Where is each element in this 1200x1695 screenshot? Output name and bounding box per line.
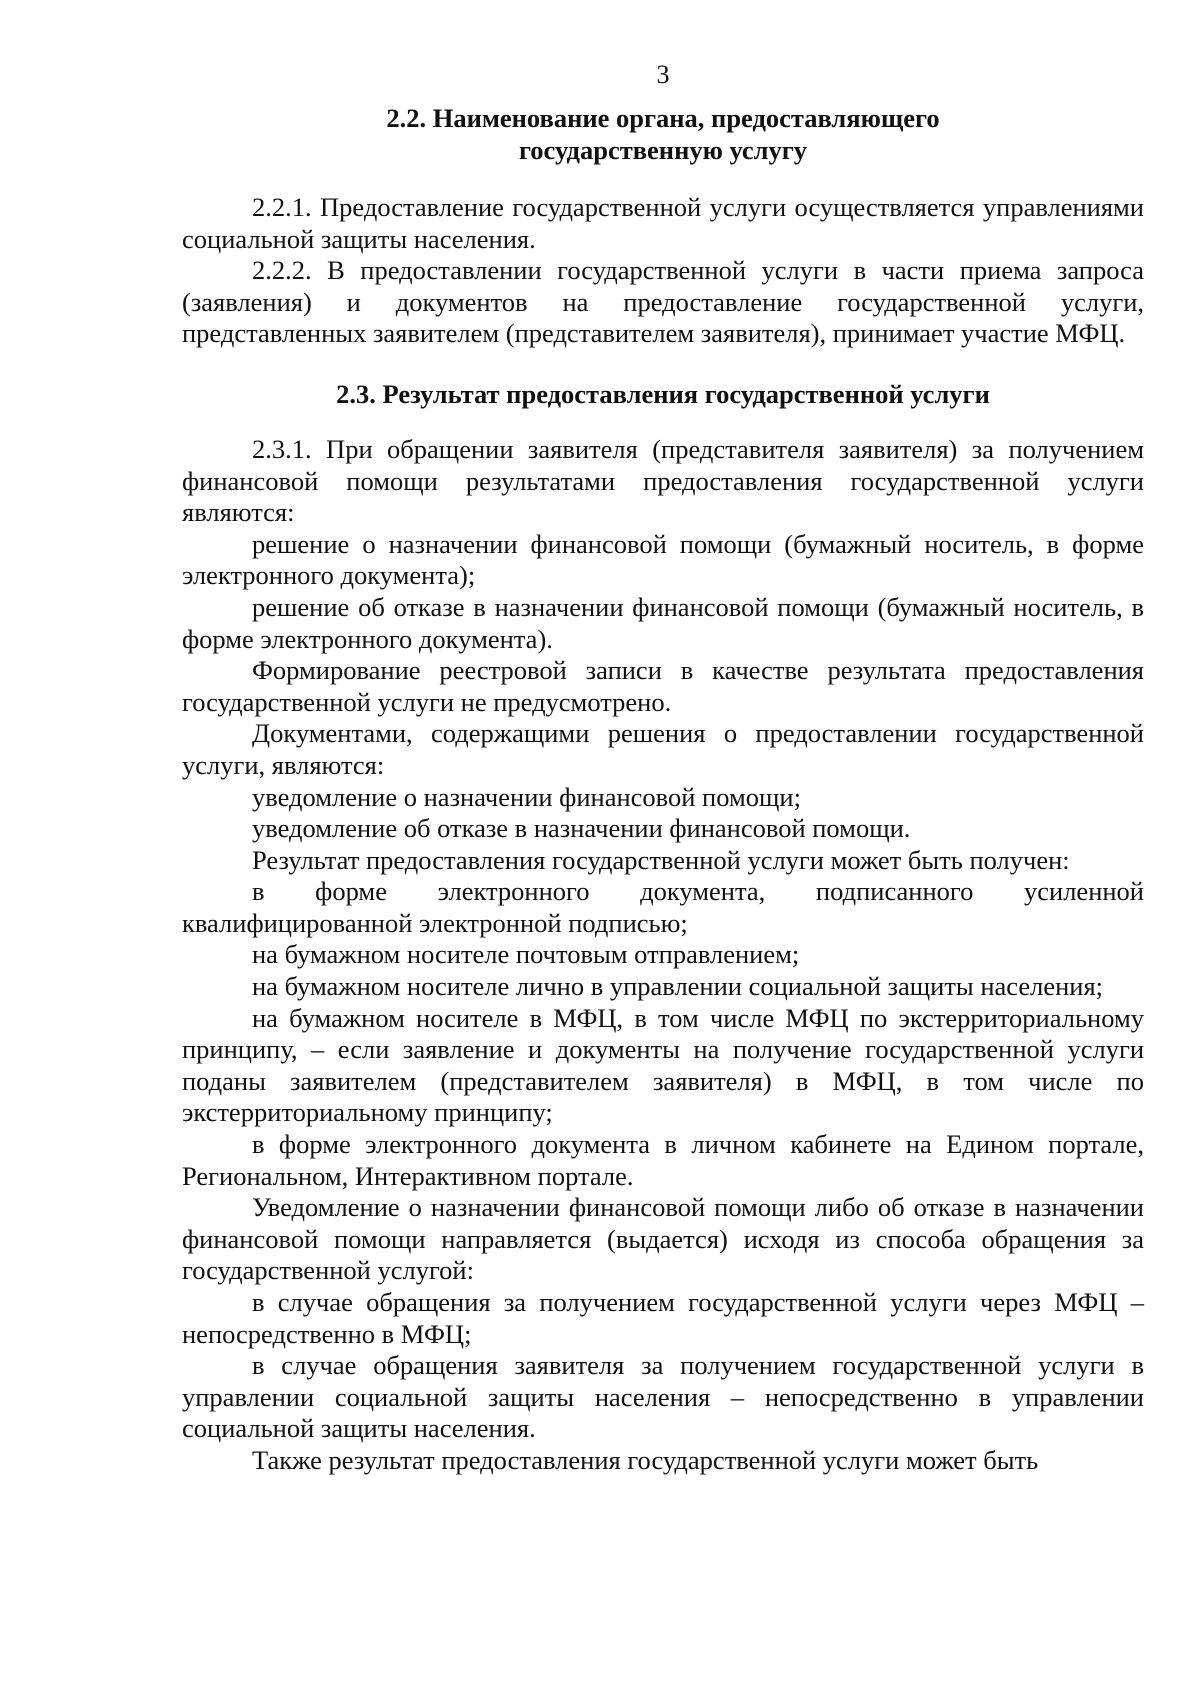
- paragraph: решение о назначении финансовой помощи (бумажный носитель, в форме электронного документа);: [182, 528, 1144, 591]
- paragraph-2-2-1: 2.2.1. Предоставление государственной услуги осуществляется управлениями социальной защиты населения.: [182, 192, 1144, 254]
- paragraph: на бумажном носителе в МФЦ, в том числе МФЦ по экстерриториальному принципу, – если заявление и документы на получение государственной услуги поданы заявителем (представителем заявителя) в МФЦ, в том числе по экстерриториальному принципу;: [182, 1002, 1144, 1128]
- section-2-3-heading: 2.3. Результат предоставления государственной услуги: [336, 378, 990, 409]
- paragraph: в случае обращения заявителя за получением государственной услуги в управлении социальной защиты населения – непосредственно в управлении социальной защиты населения.: [182, 1350, 1144, 1444]
- section-2-2-title-line1: 2.2. Наименование органа, предоставляющего: [386, 103, 940, 133]
- paragraph: уведомление о назначении финансовой помощи;: [252, 781, 801, 812]
- page-number: 3: [656, 60, 670, 89]
- document-page: [182, 60, 1144, 1477]
- paragraph-last: Также результат предоставления государственной услуги может быть: [252, 1444, 1039, 1475]
- paragraph: в форме электронного документа, подписанного усиленной квалифицированной электронной подписью;: [182, 876, 1144, 938]
- paragraph: Формирование реестровой записи в качестве результата предоставления государственной услуги не предусмотрено.: [182, 655, 1144, 717]
- paragraph: Документами, содержащими решения о предоставлении государственной услуги, являются:: [182, 718, 1144, 780]
- section-2-2-title-line2: государственную услугу: [518, 135, 808, 165]
- paragraph: Уведомление о назначении финансовой помощи либо об отказе в назначении финансовой помощи направляется (выдается) исходя из способа обращения за государственной услугой:: [182, 1192, 1144, 1286]
- paragraph: в случае обращения за получением государственной услуги через МФЦ – непосредственно в МФЦ;: [182, 1287, 1144, 1349]
- paragraph: на бумажном носителе лично в управлении социальной защиты населения;: [252, 971, 1104, 1002]
- paragraph: на бумажном носителе почтовым отправлением;: [252, 939, 800, 970]
- paragraph: уведомление об отказе в назначении финансовой помощи.: [252, 813, 911, 844]
- paragraph: решение об отказе в назначении финансовой помощи (бумажный носитель, в форме электронного документа).: [182, 591, 1144, 654]
- section-2-2-heading: [182, 102, 1144, 166]
- paragraph: Результат предоставления государственной услуги может быть получен:: [252, 844, 1070, 875]
- paragraph-2-2-2: 2.2.2. В предоставлении государственной услуги в части приема запроса (заявления) и документов на предоставление государственной услуги, представленных заявителем (представителем заявителя), принимает участие МФЦ.: [182, 255, 1144, 349]
- paragraph-2-3-1: 2.3.1. При обращении заявителя (представителя заявителя) за получением финансовой помощи результатами предоставления государственной услуги являются:: [182, 433, 1144, 528]
- paragraph: в форме электронного документа в личном кабинете на Едином портале, Региональном, Интерактивном портале.: [182, 1129, 1144, 1191]
